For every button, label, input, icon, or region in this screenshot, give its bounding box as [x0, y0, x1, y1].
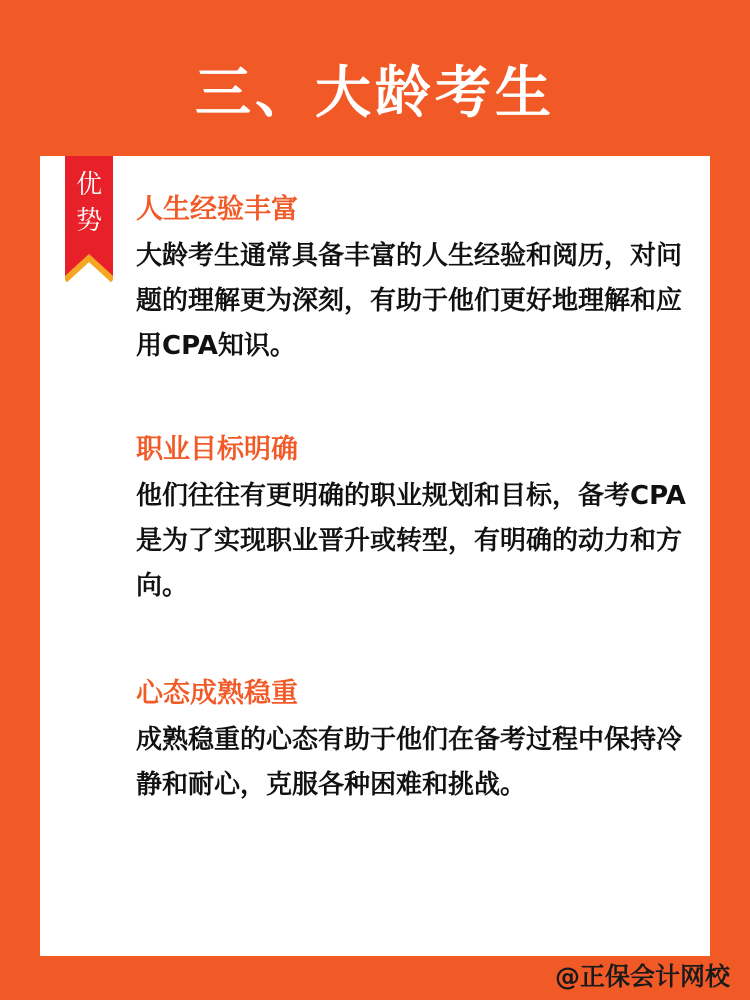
section-heading: 职业目标明确: [136, 434, 298, 465]
section-heading: 心态成熟稳重: [136, 678, 298, 709]
section-life-experience: [136, 192, 691, 369]
footer-brand: @正保会计网校: [554, 962, 730, 991]
section-mature-mindset: [136, 676, 691, 808]
ribbon-label-char-1: 优: [75, 170, 102, 200]
ribbon-label-char-2: 势: [75, 206, 102, 236]
page-title: 三、大龄考生: [195, 61, 555, 126]
content-card: [40, 156, 710, 956]
section-body: 他们往往有更明确的职业规划和目标，备考CPA是为了实现职业晋升或转型，有明确的动力和方向。: [136, 481, 686, 601]
section-body: 大龄考生通常具备丰富的人生经验和阅历，对问题的理解更为深刻，有助于他们更好地理解和应用CPA知识。: [136, 241, 683, 361]
advantage-ribbon: [65, 156, 113, 286]
section-body: 成熟稳重的心态有助于他们在备考过程中保持冷静和耐心，克服各种困难和挑战。: [136, 725, 683, 800]
section-heading: 人生经验丰富: [136, 194, 298, 225]
section-career-goal: [136, 432, 691, 609]
